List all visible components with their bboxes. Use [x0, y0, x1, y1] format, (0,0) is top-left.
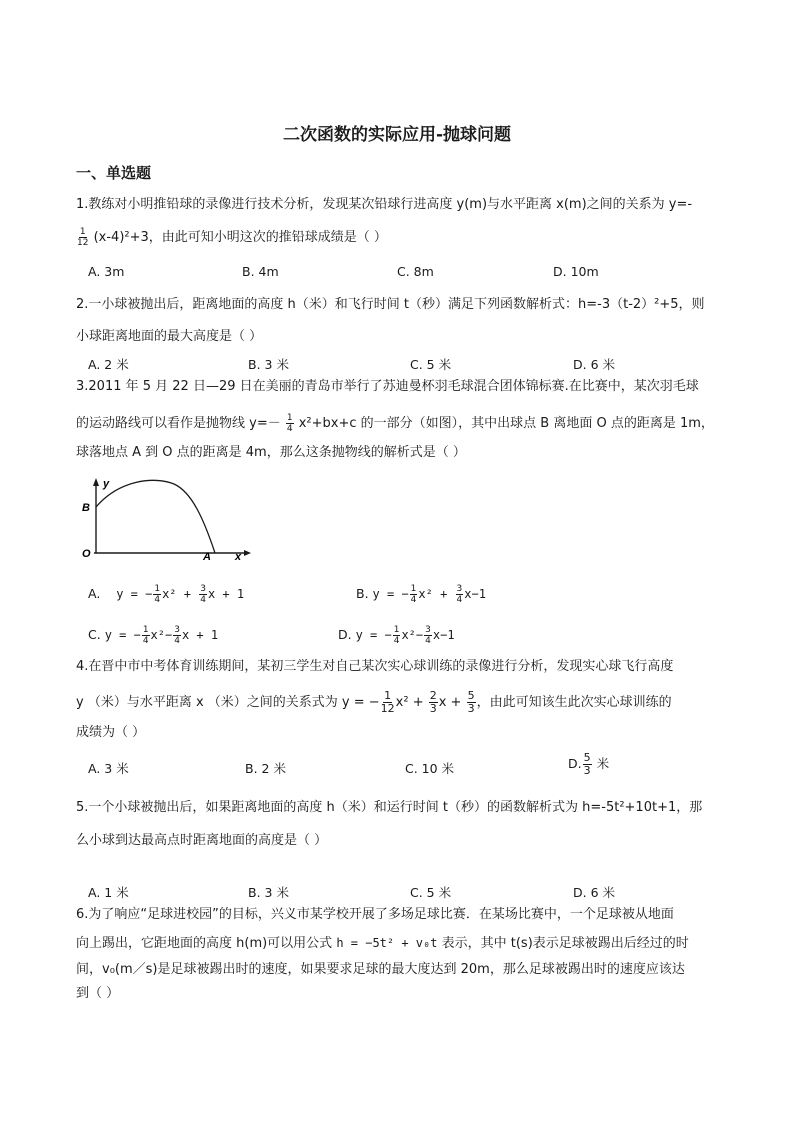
q1-option-a: A. 3m	[88, 264, 125, 279]
q3-option-a-frac2	[199, 584, 207, 605]
q3-option-d	[338, 625, 455, 646]
q3-option-b-frac1	[410, 584, 418, 605]
q6-stem-line2	[76, 934, 689, 953]
q3-option-d-frac2-den: 4	[425, 636, 431, 646]
q3-option-a-frac1-den: 4	[154, 595, 161, 605]
q3-option-d-frac1	[393, 625, 401, 646]
q3-option-a-frac2-den: 4	[200, 595, 206, 605]
q4-frac2-den: 3	[429, 702, 437, 715]
origin-label: O	[82, 548, 91, 560]
q4-option-d	[568, 752, 609, 777]
q1-stem-text: (x-4)²+3，由此可知小明这次的推铅球成绩是（ ）	[93, 230, 387, 245]
q2-option-d: D. 6 米	[573, 357, 615, 372]
q3-option-d-term1: x²−	[401, 628, 424, 642]
q4-frac2	[429, 690, 438, 715]
q4-stem-line3: 成绩为（ ）	[76, 725, 146, 740]
q5-option-a: A. 1 米	[88, 885, 129, 900]
q3-option-b-frac2-num: 3	[456, 584, 463, 594]
q4-option-d-frac	[583, 752, 592, 777]
q4-option-c: C. 10 米	[405, 761, 455, 776]
q3-option-c	[88, 625, 218, 646]
q3-option-c-frac2	[173, 625, 181, 646]
q3-option-b-frac1-num: 1	[410, 584, 417, 594]
q4-option-d-frac-num: 5	[583, 751, 591, 764]
q1-option-d: D. 10m	[553, 264, 599, 279]
q3-option-b-frac2	[456, 584, 464, 605]
q2-option-a: A. 2 米	[88, 357, 129, 372]
q3-option-c-term2: x + 1	[181, 628, 219, 642]
q3-option-d-frac2-num: 3	[425, 625, 431, 635]
q4-option-d-unit: 米	[596, 756, 610, 771]
q4-stem-text-b: ，由此可知该生此次实心球训练的	[476, 695, 672, 710]
y-axis-label: y	[103, 478, 110, 490]
q3-option-d-term2: x−1	[432, 628, 455, 642]
y-axis-arrow	[93, 478, 99, 486]
q5-option-d: D. 6 米	[573, 885, 615, 900]
q3-option-c-term1: x²−	[150, 628, 173, 642]
x-axis-label: x	[235, 551, 242, 563]
q3-option-a-expr: y = −	[116, 587, 153, 601]
q3-fraction-denominator: 4	[286, 424, 293, 434]
q3-stem-text-a: 的运动路线可以看作是抛物线 y=－	[76, 416, 281, 431]
q4-frac3	[467, 690, 476, 715]
q4-stem-line2	[76, 690, 672, 715]
parabola-curve	[96, 480, 215, 553]
q6-formula: h = −5t² + v₀t	[336, 936, 438, 950]
q3-option-d-expr: y = −	[355, 628, 392, 642]
q3-option-c-expr: y = −	[104, 628, 141, 642]
q3-option-a	[88, 584, 244, 605]
q3-stem-text-b: x²+bx+c 的一部分（如图），其中出球点 B 离地面 O 点的距离是 1m，	[298, 416, 714, 431]
q4-frac1-num: 1	[384, 689, 392, 702]
section-heading: 一、单选题	[76, 164, 152, 182]
q3-option-d-letter: D.	[338, 627, 352, 642]
q3-option-d-frac2	[424, 625, 432, 646]
q3-option-b-frac1-den: 4	[410, 595, 417, 605]
q3-option-a-term2: x + 1	[207, 587, 245, 601]
q6-stem-text-b: 表示，其中 t(s)表示足球被踢出后经过的时	[441, 936, 689, 951]
q3-option-b-letter: B.	[356, 586, 369, 601]
q6-stem-line4: 到（ ）	[76, 986, 120, 1001]
q3-option-c-frac2-num: 3	[174, 625, 180, 635]
q2-stem-line2: 小球距离地面的最大高度是（ ）	[76, 329, 263, 344]
q5-option-c: C. 5 米	[410, 885, 452, 900]
q3-option-c-frac1	[142, 625, 150, 646]
q1-option-b: B. 4m	[242, 264, 279, 279]
q3-fraction	[286, 413, 294, 434]
x-axis-arrow	[244, 550, 251, 556]
q4-stem-line1: 4.在晋中市中考体育训练期间，某初三学生对自己某次实心球训练的录像进行分析，发现实心球飞行高度	[76, 659, 674, 674]
q3-stem-line3: 球落地点 A 到 O 点的距离是 4m，那么这条抛物线的解析式是（ ）	[76, 445, 466, 460]
q3-option-a-term1: x² +	[162, 587, 199, 601]
q4-frac1-den: 12	[380, 702, 395, 715]
q3-option-c-frac2-den: 4	[174, 636, 180, 646]
q3-option-b-term2: x−1	[464, 587, 486, 601]
q5-stem-line2: 么小球到达最高点时距离地面的高度是（ ）	[76, 833, 328, 848]
q3-stem-line1: 3.2011 年 5 月 22 日—29 日在美丽的青岛市举行了苏迪曼杯羽毛球混合团体锦标赛.在比赛中，某次羽毛球	[76, 379, 699, 394]
q4-option-d-frac-den: 3	[583, 764, 591, 777]
q3-parabola-figure	[74, 474, 254, 566]
q3-option-d-frac1-den: 4	[393, 636, 400, 646]
q5-option-b: B. 3 米	[248, 885, 289, 900]
q3-option-d-frac1-num: 1	[393, 625, 400, 635]
q5-stem-line1: 5.一个小球被抛出后，如果距离地面的高度 h（米）和运行时间 t（秒）的函数解析式为 h=-5t²+10t+1，那	[76, 800, 703, 815]
point-a-label: A	[203, 551, 211, 563]
q3-option-c-frac1-den: 4	[142, 636, 149, 646]
q3-option-b-frac2-den: 4	[456, 595, 463, 605]
q3-option-b-expr: y = −	[372, 587, 409, 601]
q3-option-a-frac2-num: 3	[200, 584, 206, 594]
q3-option-a-frac1	[153, 584, 161, 605]
q4-option-b: B. 2 米	[245, 761, 286, 776]
q4-option-a: A. 3 米	[88, 761, 129, 776]
q4-option-d-letter: D.	[568, 756, 582, 771]
page-title: 二次函数的实际应用-抛球问题	[282, 125, 512, 145]
q3-option-c-frac1-num: 1	[142, 625, 149, 635]
q3-stem-line2	[76, 413, 714, 434]
q3-option-b	[356, 584, 486, 605]
q1-fraction-numerator: 1	[79, 227, 86, 237]
q4-stem-text-a: y （米）与水平距离 x （米）之间的关系式为 y = −	[76, 695, 380, 710]
q1-stem-line2	[76, 227, 387, 248]
q2-option-c: C. 5 米	[410, 357, 452, 372]
q1-option-c: C. 8m	[397, 264, 434, 279]
q1-stem-line1: 1.教练对小明推铅球的录像进行技术分析，发现某次铅球行进高度 y(m)与水平距离 x(m)之间的关系为 y=-	[76, 197, 693, 212]
q1-fraction-denominator: 12	[77, 238, 89, 248]
q4-frac3-num: 5	[467, 689, 475, 702]
q3-option-a-frac1-num: 1	[154, 584, 161, 594]
q1-fraction	[77, 227, 88, 248]
q4-term2: x +	[438, 695, 466, 710]
q4-frac1	[381, 690, 395, 715]
q6-stem-text-a: 向上踢出，它距地面的高度 h(m)可以用公式	[76, 936, 333, 951]
point-b-label: B	[82, 502, 90, 514]
q2-stem-line1: 2.一小球被抛出后，距离地面的高度 h（米）和飞行时间 t（秒）满足下列函数解析式：h=-3（t-2）²+5，则	[76, 297, 705, 312]
q4-term1: x² +	[395, 695, 428, 710]
q6-stem-line3: 间，v₀(m／s)是足球被踢出时的速度，如果要求足球的最大度达到 20m，那么足球被踢出时的速度应该达	[76, 962, 685, 977]
q2-option-b: B. 3 米	[248, 357, 289, 372]
q6-stem-line1: 6.为了响应“足球进校园”的目标，兴义市某学校开展了多场足球比赛．在某场比赛中，一个足球被从地面	[76, 907, 674, 922]
q4-frac2-num: 2	[429, 689, 437, 702]
q3-fraction-numerator: 1	[286, 413, 293, 423]
q4-frac3-den: 3	[467, 702, 475, 715]
q3-option-a-letter: A.	[88, 586, 101, 601]
q3-option-c-letter: C.	[88, 627, 101, 642]
q3-option-b-term1: x² +	[418, 587, 455, 601]
